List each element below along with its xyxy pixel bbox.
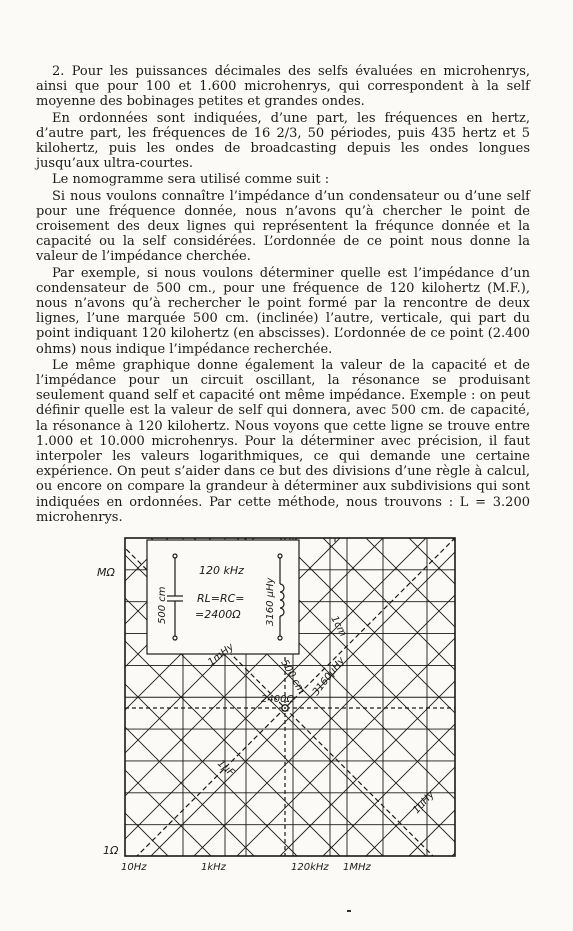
body-text bbox=[36, 64, 530, 526]
inset-frequency: 120 kHz bbox=[199, 564, 244, 577]
label-1uf: 1μF bbox=[214, 758, 237, 779]
page-mark bbox=[347, 910, 351, 912]
y-label-top: MΩ bbox=[97, 566, 115, 579]
label-3160-uhy: 3160μHy bbox=[310, 655, 348, 698]
intersection-dot bbox=[284, 707, 286, 709]
grid-diagonal-inductance bbox=[452, 538, 485, 856]
x-label-10hz: 10Hz bbox=[121, 862, 147, 873]
paragraph-1: 2. Pour les puissances décimales des selfs évaluées en microhenrys, ainsi que pour 100 et 1.600 microhenrys, qui correspondent à la self moyenne des bobinages petites et grandes ondes. bbox=[36, 64, 530, 110]
label-1mhy: 1mHy bbox=[206, 641, 237, 669]
label-500cm: 500 cm bbox=[278, 658, 307, 696]
inset-inductor-label: 3160 μHy bbox=[265, 577, 276, 626]
label-1uhy: 1μHy bbox=[411, 789, 437, 817]
paragraph-5: Par exemple, si nous voulons déterminer quelle est l’impédance d’un condensateur de 500 cm., pour une fréquence de 120 kilohertz (M.F.), nous n’avons qu’à rechercher le point formé par la rencontre de deux lignes, l’une marquée 500 cm. (inclinée) l’autre, verticale, qui part du point indiquant 120 kilohertz (en abscisses). L’ordonnée de ce point (2.400 ohms) nous indique l’impédance recherchée. bbox=[36, 265, 530, 357]
grid-diagonal-inductance bbox=[95, 538, 125, 856]
y-label-bottom: 1Ω bbox=[103, 844, 119, 857]
x-label-1mhz: 1MHz bbox=[343, 862, 371, 873]
paragraph-6: Le même graphique donne également la valeur de la capacité et de l’impédance pour un circuit oscillant, la résonance se produisant seulement quand self et capacité ont même impédance. Exemple : on peut définir quelle est la valeur de self qui donnera, avec 500 cm. de capacité, la résonance à 120 kilohertz. Nous voyons que cette ligne se trouve entre 1.000 et 10.000 microhenrys. Pour la déterminer avec précision, il faut interpoler les valeurs logarithmiques, ce qui demande une certaine expérience. On peut s’aider dans ce but des divisions d’une règle à calcul, ou encore on compare la grandeur à déterminer aux subdivisions qui sont indiquées en ordonnées. Par cette méthode, nous trouvons : L = 3.200 microhenrys. bbox=[36, 357, 530, 525]
nomogram-figure bbox=[95, 532, 485, 877]
label-1cm: 1cm bbox=[328, 614, 349, 639]
inset-equation-2: =2400Ω bbox=[195, 608, 241, 621]
nomogram-svg bbox=[95, 532, 485, 877]
paragraph-2: En ordonnées sont indiquées, d’une part, les fréquences en hertz, d’autre part, les fréquences de 16 2/3, 50 périodes, puis 435 hertz et 5 kilohertz, puis les ondes de broadcasting depuis les ondes longues jusqu’aux ultra-courtes. bbox=[36, 110, 530, 172]
label-2400-ohm: 2400Ω bbox=[261, 694, 295, 705]
inset-capacitor-label: 500 cm bbox=[157, 586, 168, 624]
paragraph-4: Si nous voulons connaître l’impédance d’un condensateur ou d’une self pour une fréquence donnée, nous n’avons qu’à chercher le point de croisement des deux lignes qui représentent la fréqunce donnée et la capacité ou la self considérées. L’ordonnée de ce point nous donne la valeur de l’impédance cherchée. bbox=[36, 188, 530, 265]
grid-diagonal-capacity bbox=[452, 538, 485, 856]
paragraph-3: Le nomogramme sera utilisé comme suit : bbox=[52, 172, 330, 188]
grid-diagonal-capacity bbox=[95, 538, 125, 856]
x-label-1khz: 1kHz bbox=[201, 862, 226, 873]
x-label-120khz: 120kHz bbox=[291, 862, 329, 873]
inset-equation-1: RL=RC= bbox=[197, 592, 245, 605]
